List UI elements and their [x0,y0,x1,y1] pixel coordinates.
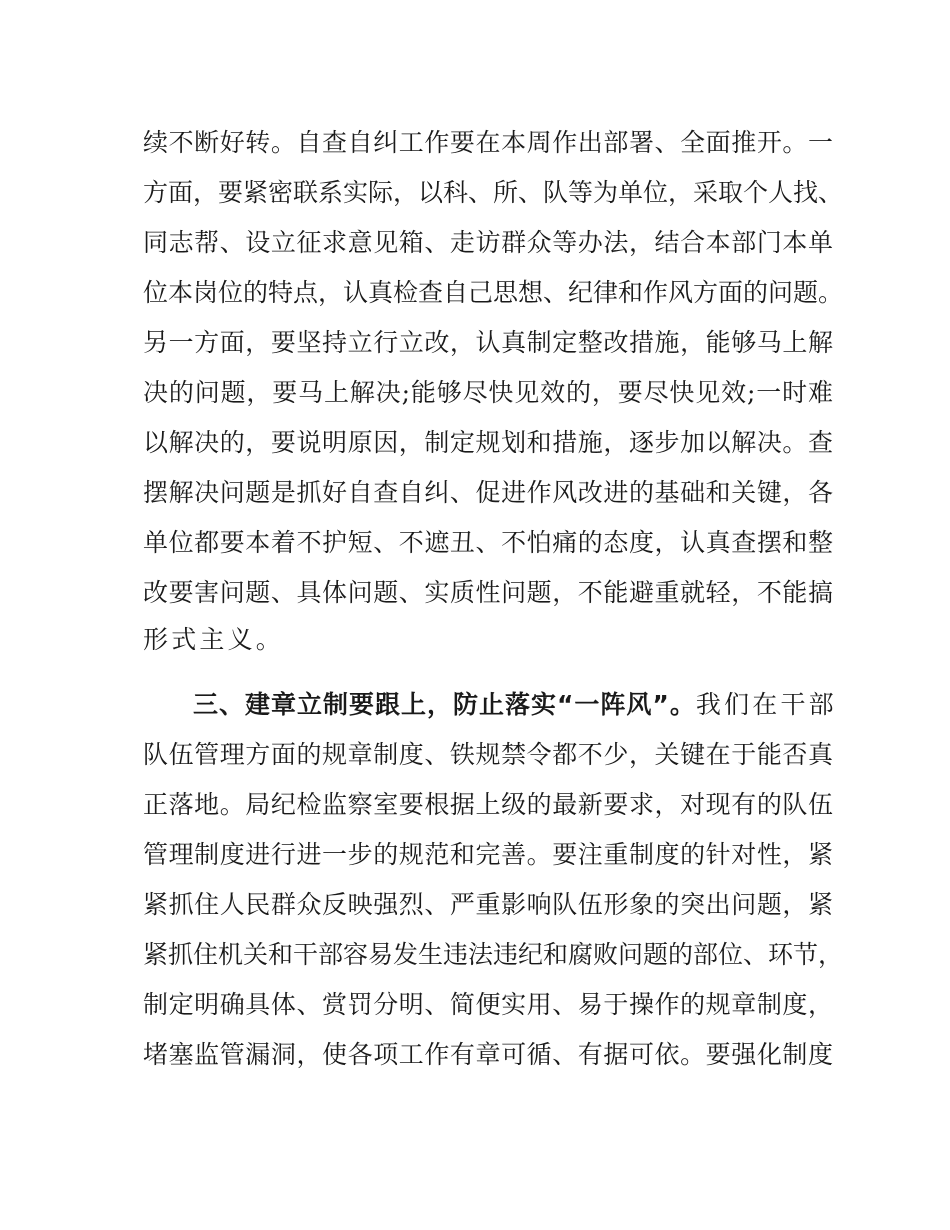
section-3-first-line [193,680,837,730]
body-text-line: 队伍管理方面的规章制度、铁规禁令都不少，关键在于能否真 [143,740,833,769]
body-text-line: 以解决的，要说明原因，制定规划和措施，逐步加以解决。查 [143,428,833,457]
body-text-line: 方面，要紧密联系实际，以科、所、队等为单位，采取个人找、 [143,178,844,207]
body-text-line: 管理制度进行进一步的规范和完善。要注重制度的针对性，紧 [143,840,833,869]
body-text-line: 单位都要本着不护短、不遮丑、不怕痛的态度，认真查摆和整 [143,528,833,557]
body-text-line: 正落地。局纪检监察室要根据上级的最新要求，对现有的队伍 [143,790,833,819]
body-text-line: 摆解决问题是抓好自查自纠、促进作风改进的基础和关键，各 [143,478,833,507]
body-text-line: 形式主义。 [143,625,285,654]
body-text-line: 紧抓住机关和干部容易发生违法违纪和腐败问题的部位、环节， [143,940,844,969]
body-text-line: 另一方面，要坚持立行立改，认真制定整改措施，能够马上解 [143,328,833,357]
section-heading: 三、建章立制要跟上，防止落实“一阵风”。 [193,690,696,719]
body-text-line: 紧抓住人民群众反映强烈、严重影响队伍形象的突出问题，紧 [143,890,833,919]
body-text-line: 改要害问题、具体问题、实质性问题，不能避重就轻，不能搞 [143,578,833,607]
body-text-line: 同志帮、设立征求意见箱、走访群众等办法，结合本部门本单 [143,228,833,257]
body-text-line: 堵塞监管漏洞，使各项工作有章可循、有据可依。要强化制度 [143,1040,833,1069]
body-text-line: 决的问题，要马上解决;能够尽快见效的，要尽快见效;一时难 [143,378,833,407]
body-text-line: 制定明确具体、赏罚分明、简便实用、易于操作的规章制度， [143,990,833,1019]
body-text-span: 我们在干部 [695,690,837,719]
body-text-line: 续不断好转。自查自纠工作要在本周作出部署、全面推开。一 [143,128,833,157]
body-text-line: 位本岗位的特点，认真检查自己思想、纪律和作风方面的问题。 [143,278,844,307]
